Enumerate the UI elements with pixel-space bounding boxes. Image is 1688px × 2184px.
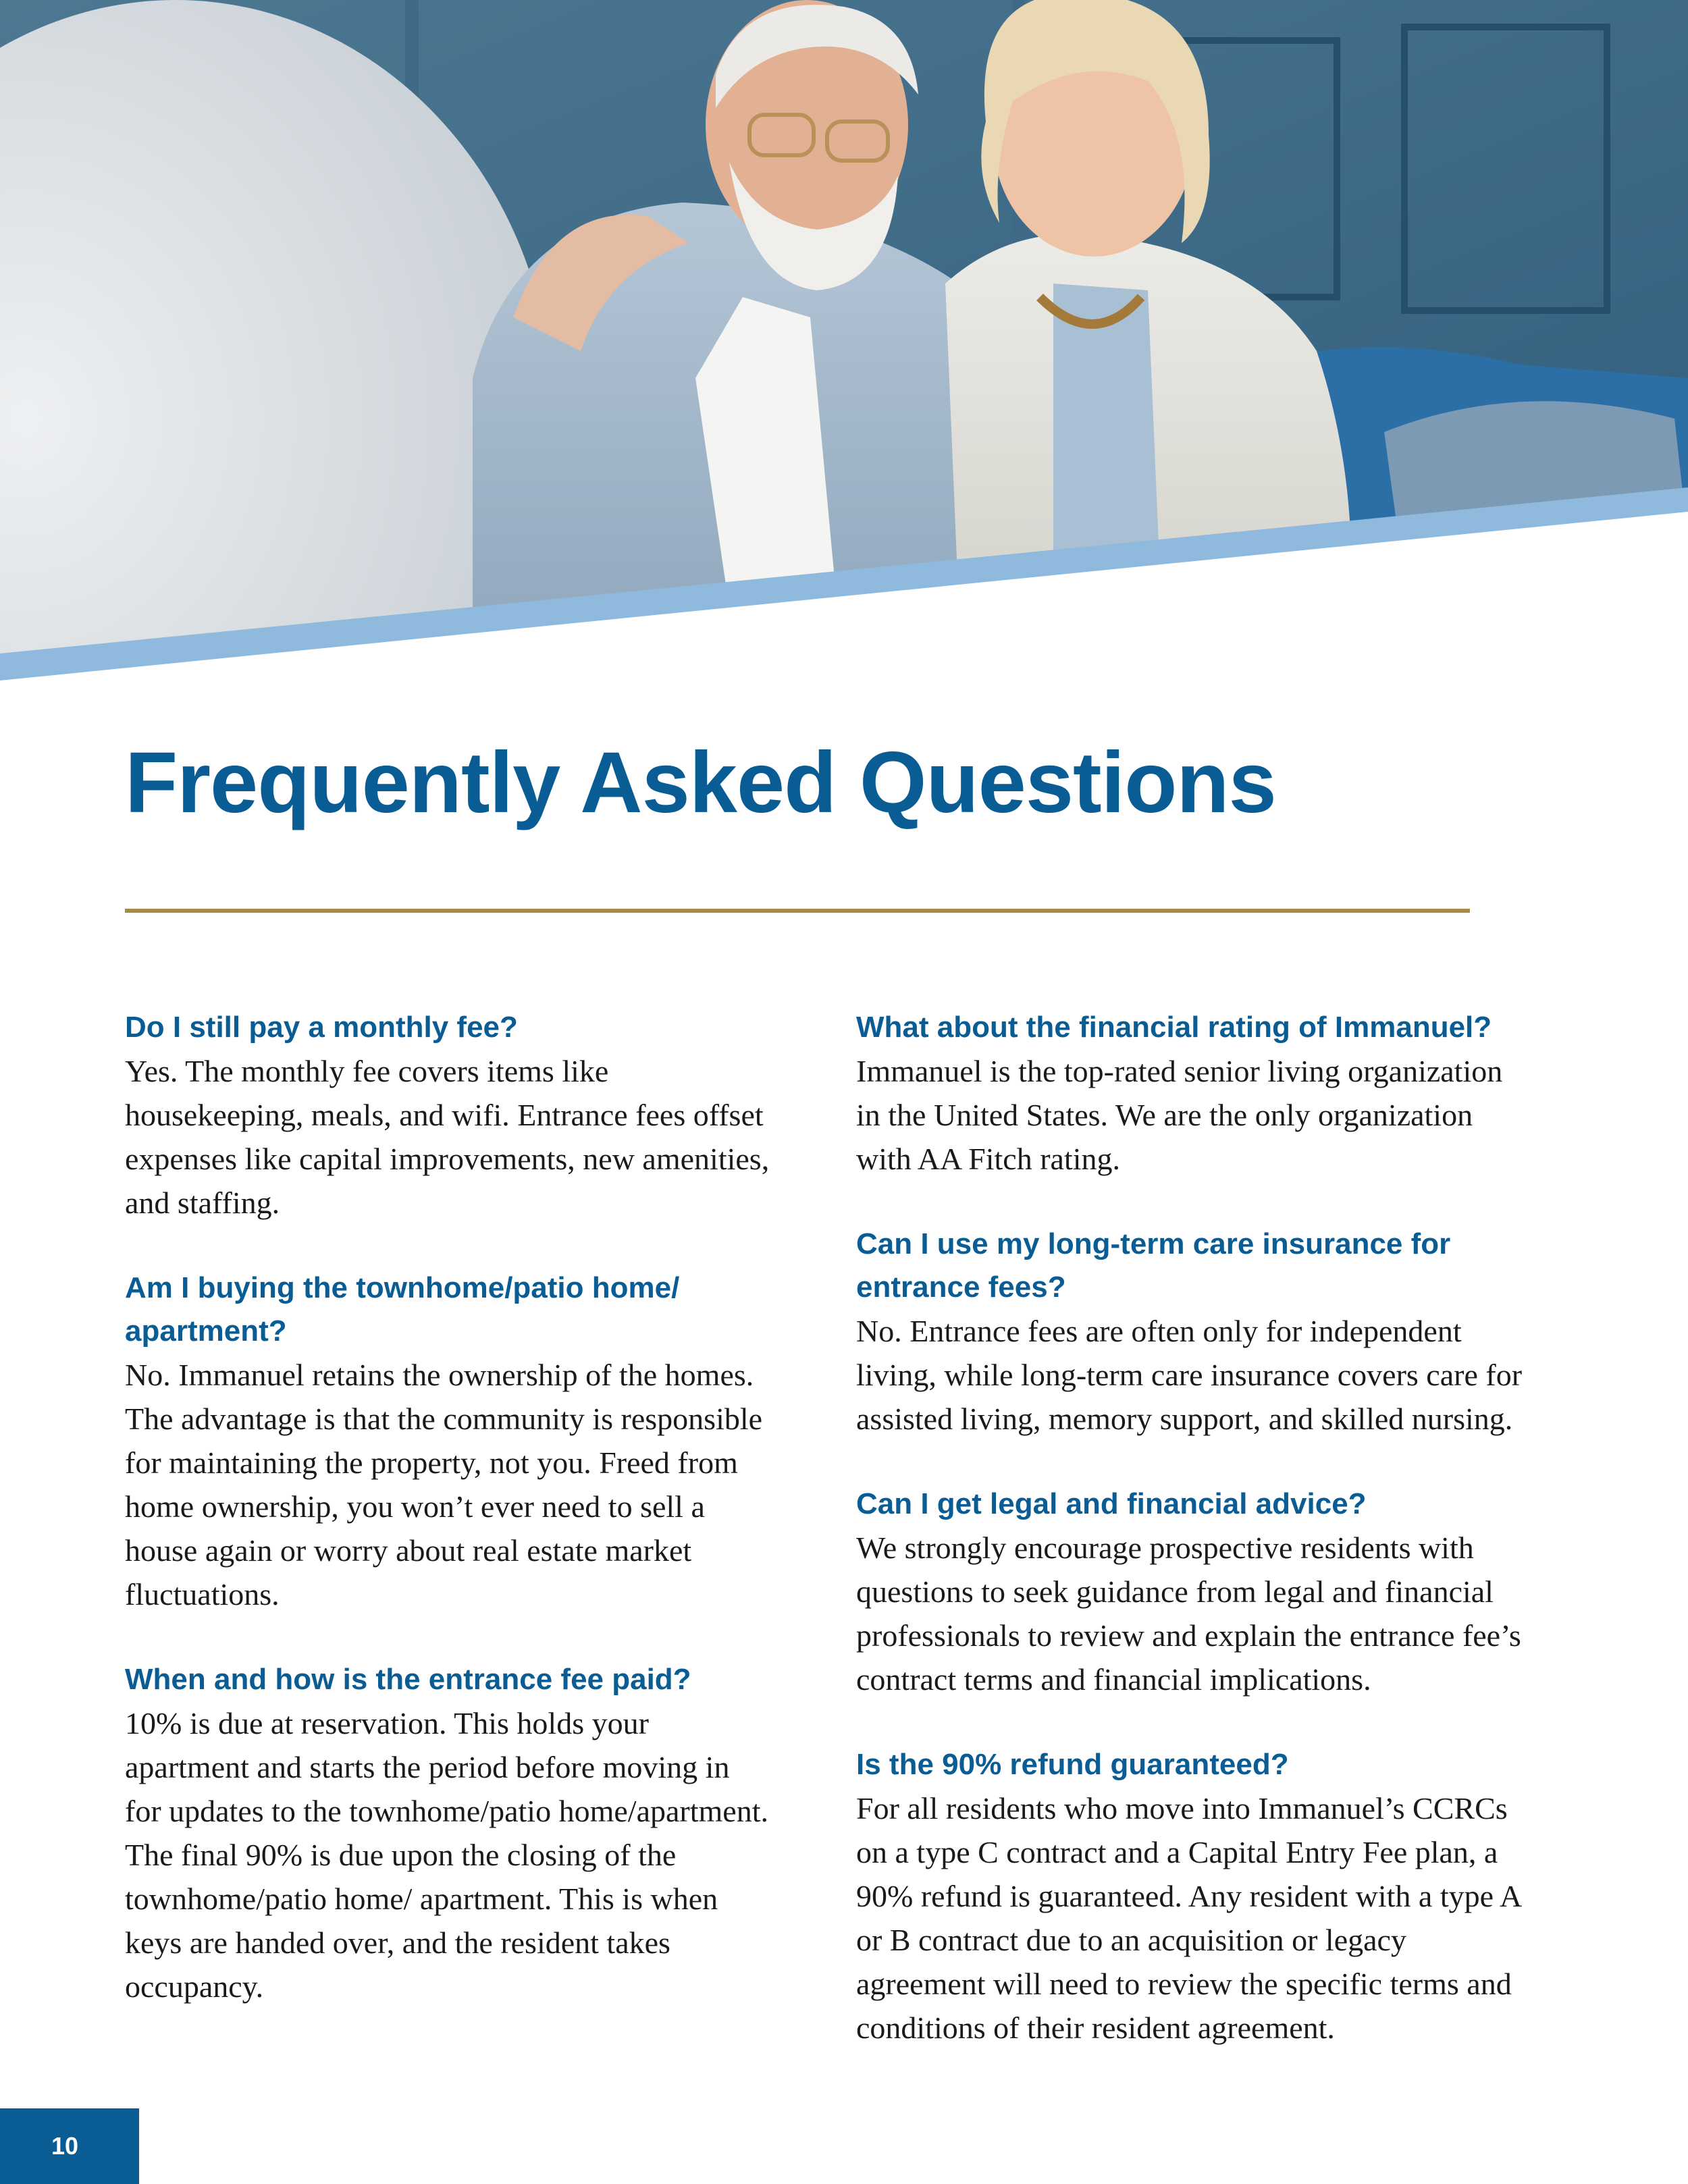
faq-item	[856, 1483, 1538, 1701]
faq-question: Can I get legal and financial advice?	[856, 1487, 1367, 1520]
faq-item	[125, 1006, 787, 1225]
page-title: Frequently Asked Questions	[125, 735, 1276, 831]
faq-item	[856, 1743, 1538, 2050]
faq-answer: 10% is due at reservation. This holds your apartment and starts the period before moving in for updates to the townhome/patio home/apartment. The final 90% is due upon the closing of the townhome/patio home/ apartment. This is when keys are handed over, and the resident takes occupancy.	[125, 1706, 768, 2004]
faq-question: Is the 90% refund guaranteed?	[856, 1748, 1289, 1781]
faq-question: Am I buying the townhome/patio home/ apartment?	[125, 1271, 680, 1348]
faq-answer: Immanuel is the top-rated senior living organization in the United States. We are the only organization with AA Fitch rating.	[856, 1054, 1503, 1176]
faq-question: What about the financial rating of Immanuel?	[856, 1011, 1492, 1044]
page-number-tab	[0, 2108, 139, 2184]
faq-question: Do I still pay a monthly fee?	[125, 1011, 518, 1044]
faq-item	[856, 1006, 1538, 1181]
title-divider	[125, 909, 1470, 913]
faq-right-column	[856, 1006, 1538, 2092]
faq-item	[125, 1658, 787, 2008]
faq-left-column	[125, 1006, 787, 2050]
faq-answer: We strongly encourage prospective residents with questions to seek guidance from legal and financial professionals to review and explain the entrance fee’s contract terms and financial implications.	[856, 1530, 1521, 1697]
faq-answer: No. Entrance fees are often only for independent living, while long-term care insurance covers care for assisted living, memory support, and skilled nursing.	[856, 1314, 1523, 1436]
faq-item	[125, 1267, 787, 1616]
photo-senior-couple-icon	[0, 0, 1688, 689]
faq-question: Can I use my long-term care insurance for entrance fees?	[856, 1227, 1451, 1304]
faq-item	[856, 1223, 1538, 1441]
faq-answer: No. Immanuel retains the ownership of the homes. The advantage is that the community is responsible for maintaining the property, not you. Freed from home ownership, you won’t ever need to sell a house again or worry about real estate market fluctuations.	[125, 1358, 763, 1612]
hero-photo	[0, 0, 1688, 689]
faq-question: When and how is the entrance fee paid?	[125, 1663, 691, 1696]
faq-answer: Yes. The monthly fee covers items like housekeeping, meals, and wifi. Entrance fees offset expenses like capital improvements, new amenities, and staffing.	[125, 1054, 770, 1220]
faq-answer: For all residents who move into Immanuel’s CCRCs on a type C contract and a Capital Entry Fee plan, a 90% refund is guaranteed. Any resident with a type A or B contract due to an acquisition or legacy agreement will need to review the specific terms and conditions of their resident agreement.	[856, 1791, 1521, 2045]
page-number: 10	[51, 2132, 79, 2160]
